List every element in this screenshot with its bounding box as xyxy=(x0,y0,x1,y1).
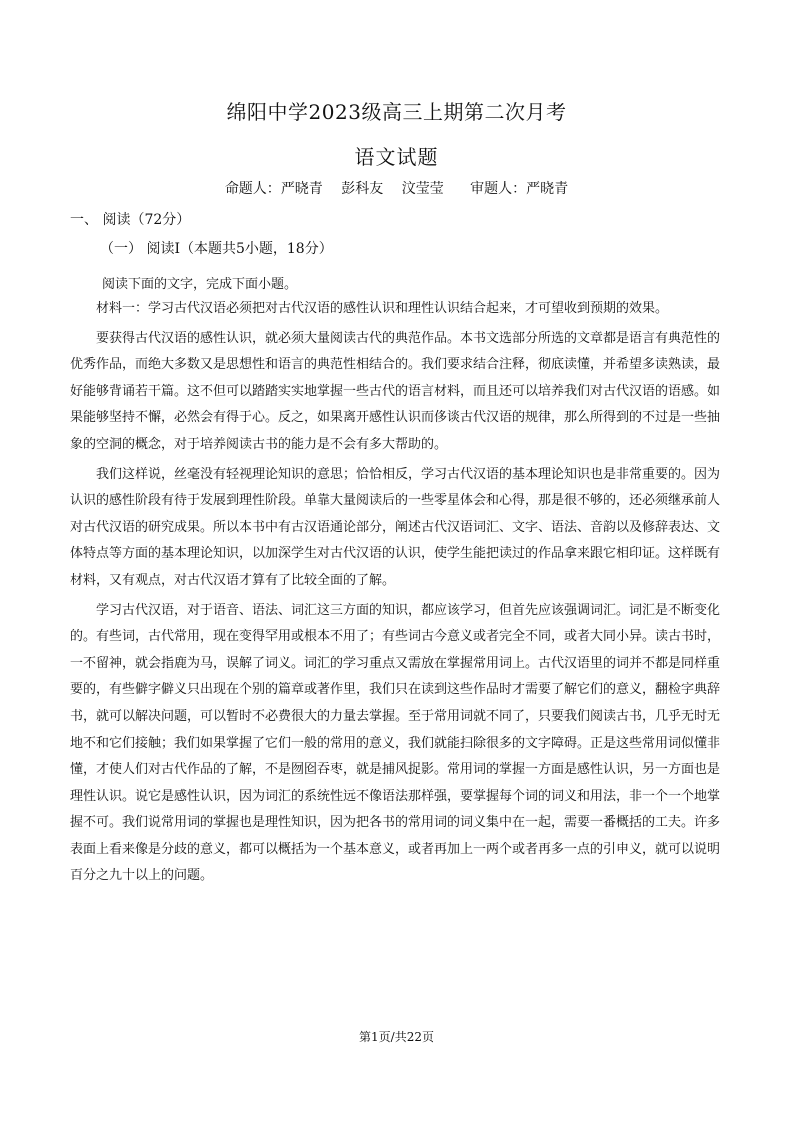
paragraph: 我们这样说，丝毫没有轻视理论知识的意思；恰恰相反，学习古代汉语的基本理论知识也是非常重要的。因为认识的感性阶段有待于发展到理性阶段。单靠大量阅读后的一些零星体会和心得，那是很不够的，还必须继承前人对古代汉语的研究成果。所以本书中有古汉语通论部分，阐述古代汉语词汇、文字、语法、音韵以及修辞表达、文体特点等方面的基本理论知识，以加深学生对古代汉语的认识，使学生能把读过的作品拿来跟它相印证。这样既有材料，又有观点，对古代汉语才算有了比较全面的了解。 xyxy=(70,466,721,588)
reviewer-block xyxy=(470,181,568,197)
author-label-and-first xyxy=(225,181,323,197)
paragraph: 要获得古代汉语的感性认识，就必须大量阅读古代的典范作品。本书文选部分所选的文章都是语言有典范性的优秀作品，而绝大多数又是思想性和语言的典范性相结合的。我们要求结合注释，彻底读懂，并希望多读熟读，最好能够背诵若干篇。这不但可以踏踏实实地掌握一些古代的语言材料，而且还可以培养我们对古代汉语的语感。如果能够坚持不懈，必然会有得于心。反之，如果离开感性认识而侈谈古代汉语的规律，那么所得到的不过是一些抽象的空洞的概念，对于培养阅读古书的能力是不会有多大帮助的。 xyxy=(70,330,721,452)
author-1: 严晓青 xyxy=(280,181,323,197)
author-label: 命题人： xyxy=(224,181,281,197)
instruction-text: 阅读下面的文字，完成下面小题。 xyxy=(102,277,298,292)
exam-title: 绵阳中学2023级高三上期第二次月考 xyxy=(226,100,567,124)
reading-passage xyxy=(70,296,720,893)
page-number: 第1页/共22页 xyxy=(359,1030,434,1044)
section-subheading: （一） 阅读Ⅰ（本题共5小题，18分） xyxy=(100,241,333,257)
author-2: 彭科友 xyxy=(341,181,384,197)
author-3: 汶莹莹 xyxy=(401,181,444,197)
paragraph: 材料一：学习古代汉语必须把对古代汉语的感性认识和理性认识结合起来，才可望收到预期的效果。 xyxy=(96,301,669,316)
authors-line xyxy=(0,178,793,198)
exam-subtitle: 语文试题 xyxy=(354,145,439,169)
paragraph: 学习古代汉语，对于语音、语法、词汇这三方面的知识，都应该学习，但首先应该强调词汇。词汇是不断变化的。有些词，古代常用，现在变得罕用或根本不用了；有些词古今意义或者完全不同，或者大同小异。读古书时，一不留神，就会指鹿为马，误解了词义。词汇的学习重点又需放在掌握常用词上。古代汉语里的词并不都是同样重要的，有些僻字僻义只出现在个别的篇章或著作里，我们只在读到这些作品时才需要了解它们的意义，翻检字典辞书，就可以解决问题，可以暂时不必费很大的力量去掌握。至于常用词就不同了，只要我们阅读古书，几乎无时无地不和它们接触；我们如果掌握了它们一般的常用的意义，我们就能扫除很多的文字障碍。正是这些常用词似懂非懂，才使人们对古代作品的了解，不是囫囵吞枣，就是捕风捉影。常用词的掌握一方面是感性认识，另一方面也是理性认识。说它是感性认识，因为词汇的系统性远不像语法那样强，要掌握每个词的词义和用法，非一个一个地掌握不可。我们说常用词的掌握也是理性知识，因为把各书的常用词的词义集中在一起，需要一番概括的工夫。许多表面上看来像是分歧的意义，都可以概括为一个基本意义，或者再加上一两个或者再多一点的引申义，就可以说明百分之九十以上的问题。 xyxy=(70,602,721,884)
reviewer-name: 严晓青 xyxy=(526,181,569,197)
reviewer-label: 审题人： xyxy=(470,181,527,197)
section-heading: 一、 阅读（72分） xyxy=(70,212,191,228)
